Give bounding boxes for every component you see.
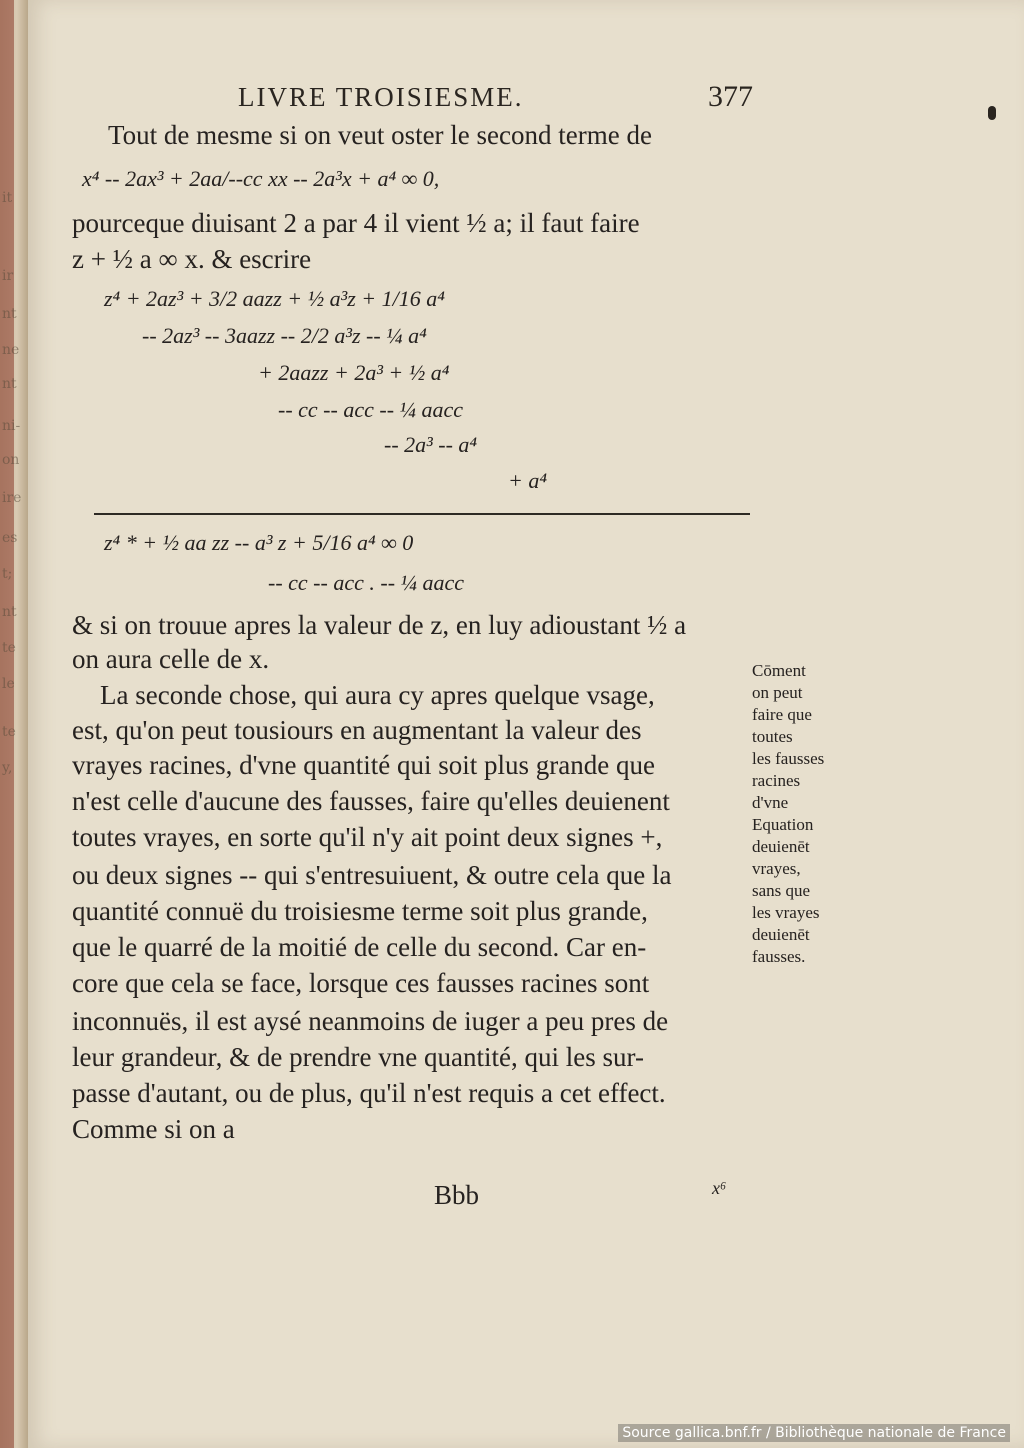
catchword: x⁶ — [712, 1178, 727, 1198]
text-line: on aura celle de x. — [72, 644, 270, 674]
bleed-text: te — [2, 724, 16, 740]
text-line: leur grandeur, & de prendre vne quantité, qui les sur- — [72, 1042, 644, 1072]
text-line: core que cela se face, lorsque ces fausses racines sont — [72, 968, 650, 998]
running-head: LIVRE TROISIESME. — [238, 82, 524, 112]
margin-note-line: toutes — [752, 727, 793, 746]
margin-note-line: les vrayes — [752, 903, 820, 922]
formula-row: + 2aazz + 2a³ + ½ a⁴ — [258, 360, 450, 385]
bleed-text: te — [2, 640, 16, 656]
margin-note-line: deuienēt — [752, 925, 810, 944]
page-number: 377 — [708, 80, 753, 113]
margin-note-line: d'vne — [752, 793, 789, 812]
margin-note-line: fausses. — [752, 947, 806, 966]
text-line: Tout de mesme si on veut oster le second terme de — [108, 120, 652, 150]
margin-note-line: deuienēt — [752, 837, 810, 856]
previous-page-edge — [0, 0, 28, 1448]
margin-note-line: vrayes, — [752, 859, 801, 878]
bleed-text: le — [2, 676, 15, 692]
bleed-text: t; — [2, 566, 13, 582]
bleed-text: nt — [2, 306, 17, 322]
bleed-text: ire — [2, 490, 22, 506]
text-line: pourceque diuisant 2 a par 4 il vient ½ a; il faut faire — [72, 208, 640, 238]
signature-mark: Bbb — [434, 1180, 480, 1210]
bleed-text: ir — [2, 268, 14, 284]
text-line: inconnuës, il est aysé neanmoins de iuger a peu pres de — [72, 1006, 669, 1036]
formula-row: -- 2az³ -- 3aazz -- 2/2 a³z -- ¼ a⁴ — [142, 323, 427, 348]
text-line: vrayes racines, d'vne quantité qui soit plus grande que — [72, 750, 655, 780]
bleed-text: es — [2, 530, 18, 546]
text-line: n'est celle d'aucune des fausses, faire qu'elles deuienent — [72, 786, 670, 816]
equation-line: x⁴ -- 2ax³ + 2aa/--cc xx -- 2a³x + a⁴ ∞ 0, — [82, 166, 440, 191]
formula-row: -- 2a³ -- a⁴ — [384, 432, 478, 457]
bleed-text: ne — [2, 342, 20, 358]
bleed-text: on — [2, 452, 20, 468]
formula-row: z⁴ + 2az³ + 3/2 aazz + ½ a³z + 1/16 a⁴ — [104, 286, 445, 311]
text-line: passe d'autant, ou de plus, qu'il n'est requis a cet effect. — [72, 1078, 666, 1108]
text-line: est, qu'on peut tousiours en augmentant la valeur des — [72, 715, 642, 745]
ink-spot — [988, 106, 996, 120]
text-line: Comme si on a — [72, 1114, 235, 1144]
bleed-text: nt — [2, 376, 17, 392]
margin-note-line: Cōment — [752, 661, 806, 680]
text-line: toutes vrayes, en sorte qu'il n'y ait point deux signes +, — [72, 822, 663, 852]
margin-note-line: sans que — [752, 881, 811, 900]
margin-note-line: on peut — [752, 683, 803, 702]
text-line: quantité connuë du troisiesme terme soit plus grande, — [72, 896, 648, 926]
margin-note-line: racines — [752, 771, 801, 790]
margin-note — [752, 660, 862, 968]
text-line: ou deux signes -- qui s'entresuiuent, & outre cela que la — [72, 860, 672, 890]
text-line: que le quarré de la moitié de celle du second. Car en- — [72, 932, 647, 962]
bleed-text: y, — [2, 760, 13, 776]
formula-row: -- cc -- acc -- ¼ aacc — [278, 397, 464, 422]
source-credit: Source gallica.bnf.fr / Bibliothèque nationale de France — [618, 1424, 1010, 1442]
margin-note-line: les fausses — [752, 749, 825, 768]
text-line: z + ½ a ∞ x. & escrire — [72, 244, 312, 274]
bleed-text: it — [2, 190, 13, 206]
formula-result-row: z⁴ * + ½ aa zz -- a³ z + 5/16 a⁴ ∞ 0 — [104, 530, 414, 555]
summation-rule — [94, 513, 750, 515]
bleed-text: ni- — [2, 418, 21, 434]
text-line: & si on trouue apres la valeur de z, en luy adioustant ½ a — [72, 610, 687, 640]
margin-note-line: Equation — [752, 815, 814, 834]
text-line: La seconde chose, qui aura cy apres quelque vsage, — [100, 680, 655, 710]
formula-result-row: -- cc -- acc . -- ¼ aacc — [268, 570, 465, 595]
bleed-text: nt — [2, 604, 17, 620]
formula-row: + a⁴ — [508, 468, 547, 493]
margin-note-line: faire que — [752, 705, 812, 724]
